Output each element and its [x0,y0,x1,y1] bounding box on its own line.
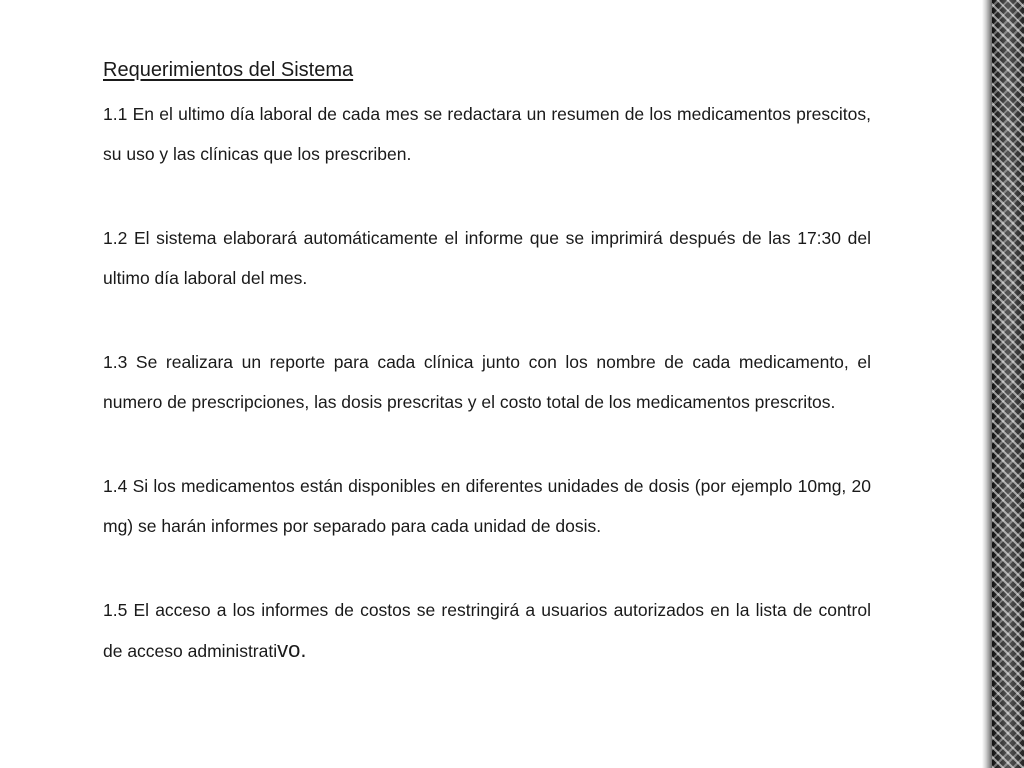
decorative-pattern-strip [992,0,1024,768]
requirement-1-3: 1.3 Se realizara un reporte para cada clínica junto con los nombre de cada medicamento, el numero de prescripciones, las dosis prescritas y el costo total de los medicamentos prescritos. [103,352,871,412]
requirement-1-1: 1.1 En el ultimo día laboral de cada mes se redactara un resumen de los medicamentos prescitos, su uso y las clínicas que los prescriben. [103,104,871,164]
requirement-1-5-tail: vo. [277,637,307,662]
decorative-divider [982,0,992,768]
requirement-1-5-main: 1.5 El acceso a los informes de costos se restringirá a usuarios autorizados en la lista de control de acceso administrati [103,600,871,661]
slide-title: Requerimientos del Sistema [103,59,354,81]
requirement-1-2: 1.2 El sistema elaborará automáticamente el informe que se imprimirá después de las 17:30 del ultimo día laboral del mes. [103,228,871,288]
requirement-1-5 [103,590,871,671]
slide-content [103,54,871,671]
requirement-1-4: 1.4 Si los medicamentos están disponibles en diferentes unidades de dosis (por ejemplo 10mg, 20 mg) se harán informes por separado para cada unidad de dosis. [103,476,871,536]
